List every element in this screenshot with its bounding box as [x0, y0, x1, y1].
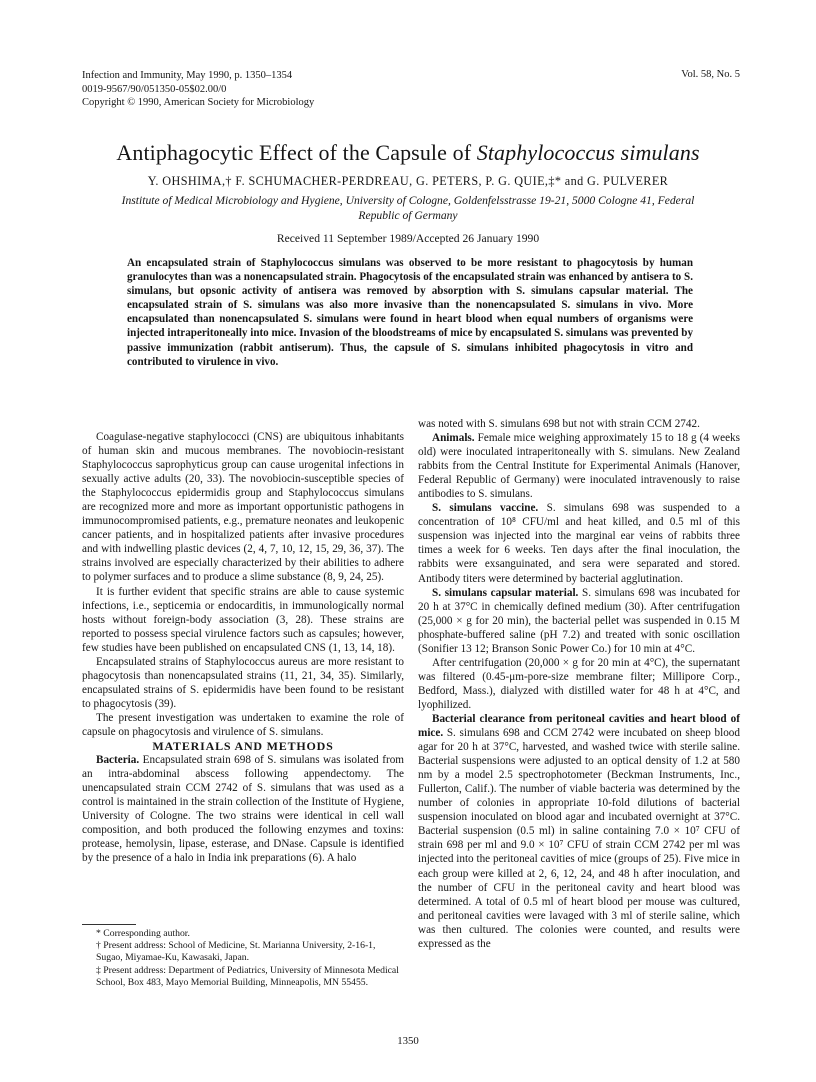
intro-paragraph: It is further evident that specific strains are able to cause systemic infections, i.e., septicemia or endocarditis, in immunologically normal hosts without foreign-body association (3, 28). These strains are reported to possess special virulence factors such as capsules; however, few studies have been published on encapsulated CNS (1, 13, 14, 18).	[82, 585, 404, 654]
intro-paragraph: The present investigation was undertaken to examine the role of capsule on phagocytosis and virulence of S. simulans.	[82, 711, 404, 738]
run-in-heading: Bacteria.	[96, 754, 140, 767]
article-title	[0, 140, 816, 166]
paragraph-text: Encapsulated strain 698 of S. simulans was isolated from an intra-abdominal abscess following appendectomy. The unencapsulated strain CCM 2742 of S. simulans that was used as a control is maintained in the strain collection of the Institute of Hygiene, University of Cologne. The two strains were identical in cell wall composition, and both produced the following enzymes and toxins: protease, hemolysin, lipase, esterase, and DNase. Capsule is identified by the presence of a halo in India ink preparations (6). A halo	[82, 754, 404, 865]
title-main: Antiphagocytic Effect of the Capsule of	[116, 140, 477, 165]
paragraph-text: S. simulans 698 was incubated for 20 h at 37°C in chemically defined medium (30). After centrifugation (25,000 × g for 20 min), the bacterial pellet was suspended in 0.15 M phosphate-buffered saline (pH 7.2) and treated with sonic oscillation (Sonifier 13 12; Branson Sonic Power Co.) for 10 min at 4°C.	[418, 586, 740, 655]
paragraph-text: S. simulans 698 and CCM 2742 were incubated on sheep blood agar for 20 h at 37°C, harvested, and washed twice with sterile saline. Bacterial suspensions were adjusted to an optical density of 1.2 at 580 nm by a model 2.5 spectrophotometer (Beckman Instruments, Inc., Fullerton, Calif.). The number of viable bacteria was determined by the number of colonies in appropriate 10-fold dilutions of bacterial suspension inoculated on blood agar and incubated overnight at 37°C. Bacterial suspension (0.5 ml) in saline containing 7.0 × 10⁷ CFU of strain 698 per ml and 9.0 × 10⁷ CFU of strain CCM 2742 per ml was injected into the peritoneal cavities of mice (groups of 25). Five mice in each group were killed at 2, 6, 12, 24, and 48 h after inoculation, and the number of CFU in the peritoneal cavity and heart blood was determined. A total of 0.5 ml of heart blood per mouse was cultured, and peritoneal cavities were lavaged with 3 ml of sterile saline, which was then cultured. The colonies were counted, and results were expressed as the	[418, 727, 740, 950]
footnote-rule	[82, 924, 136, 925]
animals-paragraph	[418, 431, 740, 501]
capsular-paragraph	[418, 586, 740, 656]
footnotes	[82, 924, 404, 989]
footnote-dagger: † Present address: School of Medicine, St. Marianna University, 2-16-1, Sugao, Miyamae-Ku, Kawasaki, Japan.	[96, 940, 376, 964]
continued-paragraph: was noted with S. simulans 698 but not with strain CCM 2742.	[418, 418, 700, 430]
run-in-heading: S. simulans vaccine.	[432, 502, 539, 515]
footnote-corresponding: * Corresponding author.	[96, 928, 190, 939]
paragraph-text: S. simulans 698 was suspended to a concentration of 10⁸ CFU/ml and heat killed, and 0.5 ml of this suspension was injected into the marginal ear veins of rabbits three times a week for 6 weeks. Ten days after the final inoculation, the rabbits were exsanguinated, and sera were separated and stored. Antibody titers were determined by bacterial agglutination.	[418, 502, 740, 585]
paragraph-text: Female mice weighing approximately 15 to 18 g (4 weeks old) were inoculated intraperitoneally with S. simulans. New Zealand rabbits from the Central Institute for Experimental Animals (Hanover, Federal Republic of Germany) were inoculated intravenously to raise antibodies to S. simulans.	[418, 432, 740, 501]
centrifuge-paragraph: After centrifugation (20,000 × g for 20 min at 4°C), the supernatant was filtered (0.45-μm-pore-size membrane filter; Millipore Corp., Bedford, Mass.), dialyzed with distilled water for 48 h at 4°C, and lyophilized.	[418, 656, 740, 711]
vaccine-paragraph	[418, 501, 740, 585]
page-number: 1350	[397, 1035, 419, 1047]
intro-paragraph: Encapsulated strains of Staphylococcus aureus are more resistant to phagocytosis than nonencapsulated strains (11, 21, 34, 35). Similarly, encapsulated strains of S. epidermidis have been found to be resistant to phagocytosis (39).	[82, 655, 404, 710]
section-heading: MATERIALS AND METHODS	[152, 739, 334, 754]
copyright-line: Copyright © 1990, American Society for Microbiology	[82, 97, 315, 109]
title-species: Staphylococcus simulans	[476, 140, 700, 165]
affiliation: Institute of Medical Microbiology and Hygiene, University of Cologne, Goldenfelsstrasse 19-21, 5000 Cologne 41, Federal Republic of Germany	[121, 194, 695, 222]
received-dates: Received 11 September 1989/Accepted 26 January 1990	[276, 232, 540, 245]
left-column	[82, 430, 404, 865]
abstract: An encapsulated strain of Staphylococcus simulans was observed to be more resistant to phagocytosis by human granulocytes than was a nonencapsulated strain. Phagocytosis of the encapsulated strain was enhanced by antisera to S. simulans, but opsonic activity of antisera was removed by absorption with S. simulans capsular material. The encapsulated strain of S. simulans was also more invasive than the nonencapsulated S. simulans in vivo. More encapsulated than nonencapsulated S. simulans were found in heart blood when equal numbers of organisms were injected intraperitoneally into mice. Invasion of the bloodstreams of mice by encapsulated S. simulans was prevented by passive immunization (rabbit antiserum). Thus, the capsule of S. simulans inhibited phagocytosis in vitro and contributed to virulence in vivo.	[127, 257, 693, 368]
run-in-heading: Animals.	[432, 432, 475, 445]
right-column	[418, 417, 740, 951]
volume-issue: Vol. 58, No. 5	[681, 69, 740, 80]
author-list: Y. OHSHIMA,† F. SCHUMACHER-PERDREAU, G. PETERS, P. G. QUIE,‡* and G. PULVERER	[147, 174, 669, 188]
run-in-heading: S. simulans capsular material.	[432, 586, 579, 599]
run-in-heading: Bacterial clearance from peritoneal cavities and heart blood of mice.	[418, 712, 740, 740]
issn-line: 0019-9567/90/051350-05$02.00/0	[82, 83, 227, 95]
journal-citation: Infection and Immunity, May 1990, p. 1350–1354	[82, 70, 293, 81]
clearance-paragraph	[418, 712, 740, 951]
intro-paragraph: Coagulase-negative staphylococci (CNS) are ubiquitous inhabitants of human skin and mucous membranes. The novobiocin-resistant Staphylococcus saprophyticus group can cause urogenital infections in sexually active adults (20, 33). The novobiocin-susceptible species of the Staphylococcus epidermidis group and Staphylococcus simulans are recognized more and more as important opportunistic pathogens in immunocompromised patients, e.g., premature neonates and leukopenic cancer patients, and in hospitalized patients after invasive procedures and with indwelling plastic devices (2, 4, 7, 10, 12, 15, 29, 36, 37). The strains involved are especially characterized by their abilities to adhere to polymer surfaces and to produce a slime substance (8, 9, 24, 25).	[82, 431, 404, 584]
running-header	[82, 69, 314, 110]
footnote-double-dagger: ‡ Present address: Department of Pediatrics, University of Minnesota Medical School, Box 483, Mayo Memorial Building, Minneapolis, MN 55455.	[96, 964, 399, 988]
bacteria-paragraph	[82, 753, 404, 865]
